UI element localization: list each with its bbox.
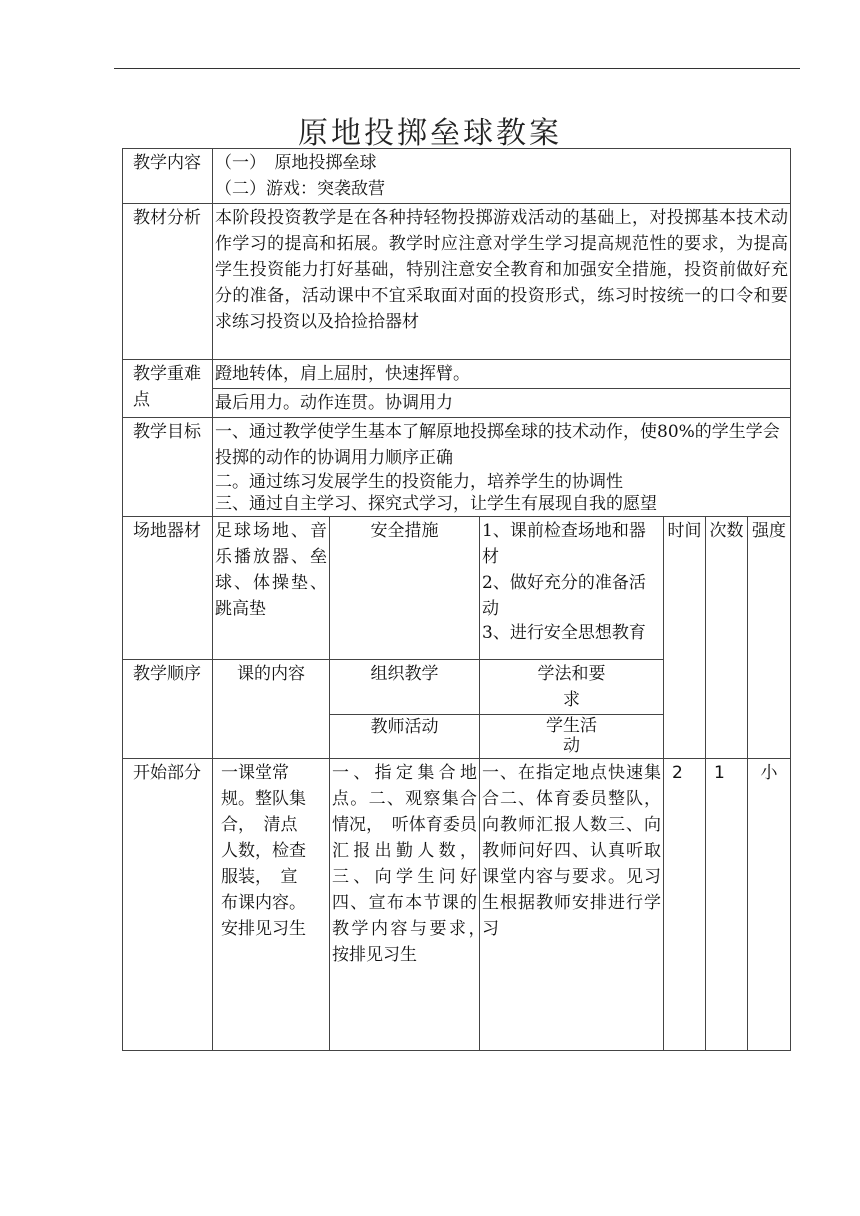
header-rule (114, 68, 800, 69)
row-material-analysis (123, 204, 791, 360)
label-equipment: 场地器材 (123, 517, 213, 660)
label-teaching-order: 教学顺序 (123, 660, 213, 759)
row-key-points-1 (123, 360, 791, 389)
label-count: 次数 (706, 517, 748, 759)
page-title: 原地投掷垒球教案 (298, 116, 562, 151)
start-count: 1 (706, 759, 748, 1051)
start-intensity: 小 (748, 759, 791, 1051)
safety-line-3: 3、进行安全思想教育 (482, 623, 646, 643)
row-equipment (123, 517, 791, 660)
equipment-items: 足球场地、音乐播放器、垒球、体操垫、跳高垫 (213, 517, 330, 660)
label-student-activity (480, 715, 664, 759)
start-content (213, 759, 330, 1051)
label-start-section: 开始部分 (123, 759, 213, 1051)
safety-line-2: 2、做好充分的准备活动 (482, 573, 646, 619)
goal-line-1: 一、通过教学使学生基本了解原地投掷垒球的技术动作，使80%的学生学会投掷的动作的协调用力顺序正确 (215, 422, 780, 468)
label-teaching-goals: 教学目标 (123, 418, 213, 517)
goal-line-3: 三、通过自主学习、探究式学习，让学生有展现自我的愿望 (215, 494, 657, 514)
safety-measures-cell (480, 517, 664, 660)
label-teaching-content: 教学内容 (123, 149, 213, 204)
method-requirements-text: 学法和要求 (537, 664, 606, 710)
key-points-line-2: 最后用力。动作连贯。协调用力 (213, 389, 791, 418)
row-teaching-goals (123, 418, 791, 517)
row-teaching-content (123, 149, 791, 204)
label-key-points: 教学重难点 (123, 360, 213, 418)
row-key-points-2 (123, 389, 791, 418)
key-points-line-1: 蹬地转体，肩上屈肘，快速挥臂。 (213, 360, 791, 389)
student-activity-text: 学生活动 (546, 716, 597, 756)
label-lesson-content: 课的内容 (213, 660, 330, 759)
lesson-plan-table (122, 148, 791, 1051)
teaching-goals-cell (213, 418, 791, 517)
label-teacher-activity: 教师活动 (330, 715, 480, 759)
label-organization: 组织教学 (330, 660, 480, 715)
label-method-requirements (480, 660, 664, 715)
label-safety-measures: 安全措施 (330, 517, 480, 660)
row-start-section (123, 759, 791, 1051)
content-line-2: （二）游戏：突袭敌营 (215, 179, 385, 199)
content-line-1: （一） 原地投掷垒球 (215, 153, 377, 173)
material-analysis-text: 本阶段投资教学是在各种持轻物投掷游戏活动的基础上，对投掷基本技术动作学习的提高和拓展。教学时应注意对学生学习提高规范性的要求，为提高学生投资能力打好基础，特别注意安全教育和加强安全措施，投资前做好充分的准备，活动课中不宜采取面对面的投资形式，练习时按统一的口令和要求练习投资以及拾捡拾器材 (213, 204, 791, 360)
start-content-text: 一课堂常规。整队集合， 清点人数，检查服装， 宣布课内容。安排见习生 (221, 763, 306, 939)
label-intensity: 强度 (748, 517, 791, 759)
safety-line-1: 1、课前检查场地和器材 (482, 521, 646, 567)
teaching-content-cell (213, 149, 791, 204)
start-time: 2 (664, 759, 706, 1051)
start-student-activity: 一、在指定地点快速集合二、体育委员整队，向教师汇报人数三、向教师问好四、认真听取课堂内容与要求。见习生根据教师安排进行学习 (480, 759, 664, 1051)
label-material-analysis: 教材分析 (123, 204, 213, 360)
goal-line-2: 二。通过练习发展学生的投资能力，培养学生的协调性 (215, 472, 623, 492)
label-time: 时间 (664, 517, 706, 759)
start-teacher-activity: 一、指定集合地点。二、观察集合情况， 听体育委员汇报出勤人数，三、向学生问好四、宣布本节课的教学内容与要求， 按排见习生 (330, 759, 480, 1051)
